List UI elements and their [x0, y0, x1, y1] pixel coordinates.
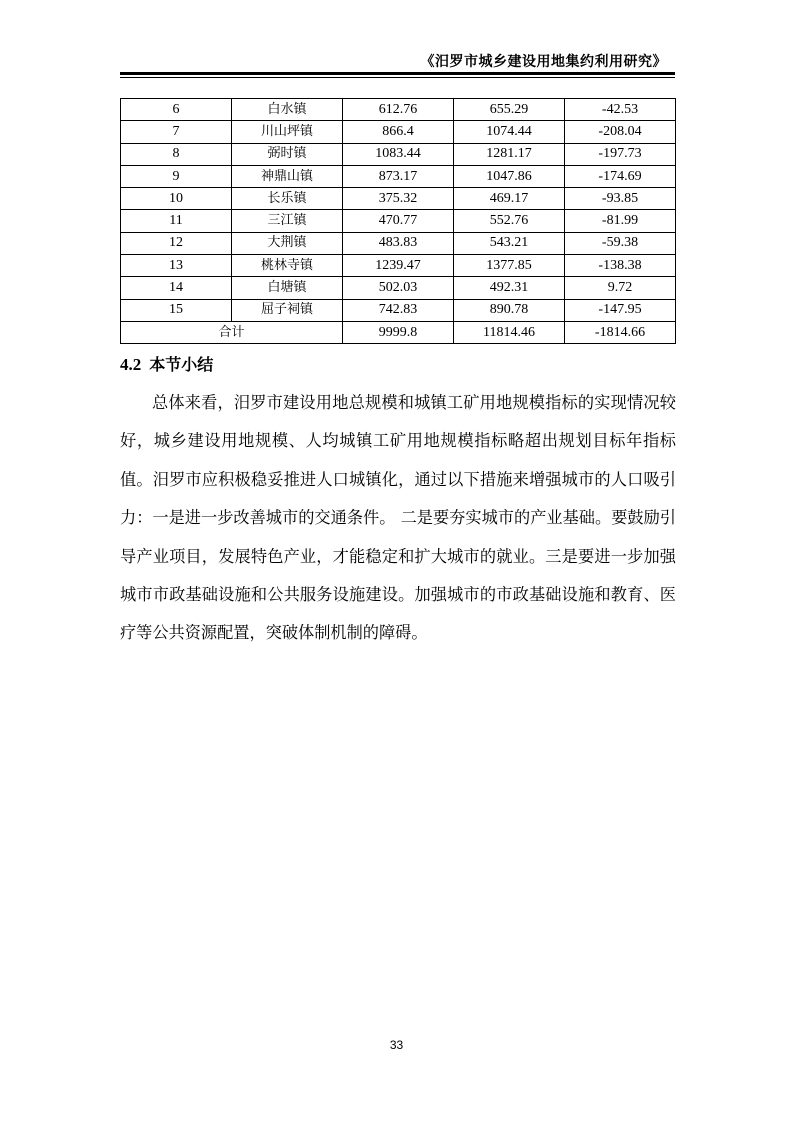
- total-label-cell: 合计: [121, 321, 343, 343]
- town-name-cell: 神鼎山镇: [232, 165, 343, 187]
- table-row: [121, 232, 676, 254]
- town-name-cell: 长乐镇: [232, 188, 343, 210]
- value-a-cell: 742.83: [343, 299, 454, 321]
- value-b-cell: 1074.44: [454, 121, 565, 143]
- value-b-cell: 890.78: [454, 299, 565, 321]
- summary-paragraph: 总体来看，汨罗市建设用地总规模和城镇工矿用地规模指标的实现情况较好，城乡建设用地规模、人均城镇工矿用地规模指标略超出规划目标年指标值。汨罗市应积极稳妥推进人口城镇化，通过以下措施来增强城市的人口吸引力：一是进一步改善城市的交通条件。 二是要夯实城市的产业基础。要鼓励引导产业项目，发展特色产业，才能稳定和扩大城市的就业。三是要进一步加强城市市政基础设施和公共服务设施建设。加强城市的市政基础设施和教育、医疗等公共资源配置，突破体制机制的障碍。: [120, 393, 676, 643]
- table-row: [121, 255, 676, 277]
- row-number-cell: 11: [121, 210, 232, 232]
- value-a-cell: 1239.47: [343, 255, 454, 277]
- table-row: [121, 210, 676, 232]
- document-header-title: 《汨罗市城乡建设用地集约利用研究》: [420, 54, 667, 70]
- row-number-cell: 9: [121, 165, 232, 187]
- town-name-cell: 屈子祠镇: [232, 299, 343, 321]
- town-name-cell: 三江镇: [232, 210, 343, 232]
- row-number-cell: 6: [121, 99, 232, 121]
- value-a-cell: 375.32: [343, 188, 454, 210]
- total-difference-cell: -1814.66: [565, 321, 676, 343]
- table-row: [121, 143, 676, 165]
- table-row: [121, 99, 676, 121]
- difference-cell: -81.99: [565, 210, 676, 232]
- value-b-cell: 543.21: [454, 232, 565, 254]
- row-number-cell: 10: [121, 188, 232, 210]
- row-number-cell: 7: [121, 121, 232, 143]
- value-a-cell: 873.17: [343, 165, 454, 187]
- section-heading: [120, 352, 213, 375]
- value-b-cell: 1377.85: [454, 255, 565, 277]
- table-row: [121, 188, 676, 210]
- row-number-cell: 15: [121, 299, 232, 321]
- difference-cell: -93.85: [565, 188, 676, 210]
- section-title: 本节小结: [149, 355, 214, 374]
- table-row: [121, 165, 676, 187]
- row-number-cell: 8: [121, 143, 232, 165]
- value-a-cell: 470.77: [343, 210, 454, 232]
- town-name-cell: 桃林寺镇: [232, 255, 343, 277]
- row-number-cell: 14: [121, 277, 232, 299]
- total-value-b-cell: 11814.46: [454, 321, 565, 343]
- table-row: [121, 121, 676, 143]
- value-b-cell: 655.29: [454, 99, 565, 121]
- land-use-table: [120, 98, 676, 344]
- town-name-cell: 白塘镇: [232, 277, 343, 299]
- difference-cell: -174.69: [565, 165, 676, 187]
- table-body: [121, 99, 676, 344]
- value-b-cell: 469.17: [454, 188, 565, 210]
- difference-cell: -138.38: [565, 255, 676, 277]
- value-b-cell: 492.31: [454, 277, 565, 299]
- difference-cell: -208.04: [565, 121, 676, 143]
- difference-cell: -147.95: [565, 299, 676, 321]
- page-number: 33: [389, 1038, 404, 1052]
- difference-cell: -42.53: [565, 99, 676, 121]
- row-number-cell: 12: [121, 232, 232, 254]
- difference-cell: 9.72: [565, 277, 676, 299]
- town-name-cell: 大荆镇: [232, 232, 343, 254]
- difference-cell: -197.73: [565, 143, 676, 165]
- header-rule-thin: [120, 77, 675, 78]
- value-a-cell: 1083.44: [343, 143, 454, 165]
- value-a-cell: 483.83: [343, 232, 454, 254]
- town-name-cell: 弼时镇: [232, 143, 343, 165]
- town-name-cell: 白水镇: [232, 99, 343, 121]
- table-row: [121, 277, 676, 299]
- value-b-cell: 1281.17: [454, 143, 565, 165]
- value-b-cell: 1047.86: [454, 165, 565, 187]
- value-b-cell: 552.76: [454, 210, 565, 232]
- town-name-cell: 川山坪镇: [232, 121, 343, 143]
- table-total-row: [121, 321, 676, 343]
- difference-cell: -59.38: [565, 232, 676, 254]
- value-a-cell: 866.4: [343, 121, 454, 143]
- header-rule-thick: [120, 72, 675, 75]
- row-number-cell: 13: [121, 255, 232, 277]
- value-a-cell: 502.03: [343, 277, 454, 299]
- section-number: 4.2: [120, 355, 142, 374]
- table-row: [121, 299, 676, 321]
- total-value-a-cell: 9999.8: [343, 321, 454, 343]
- value-a-cell: 612.76: [343, 99, 454, 121]
